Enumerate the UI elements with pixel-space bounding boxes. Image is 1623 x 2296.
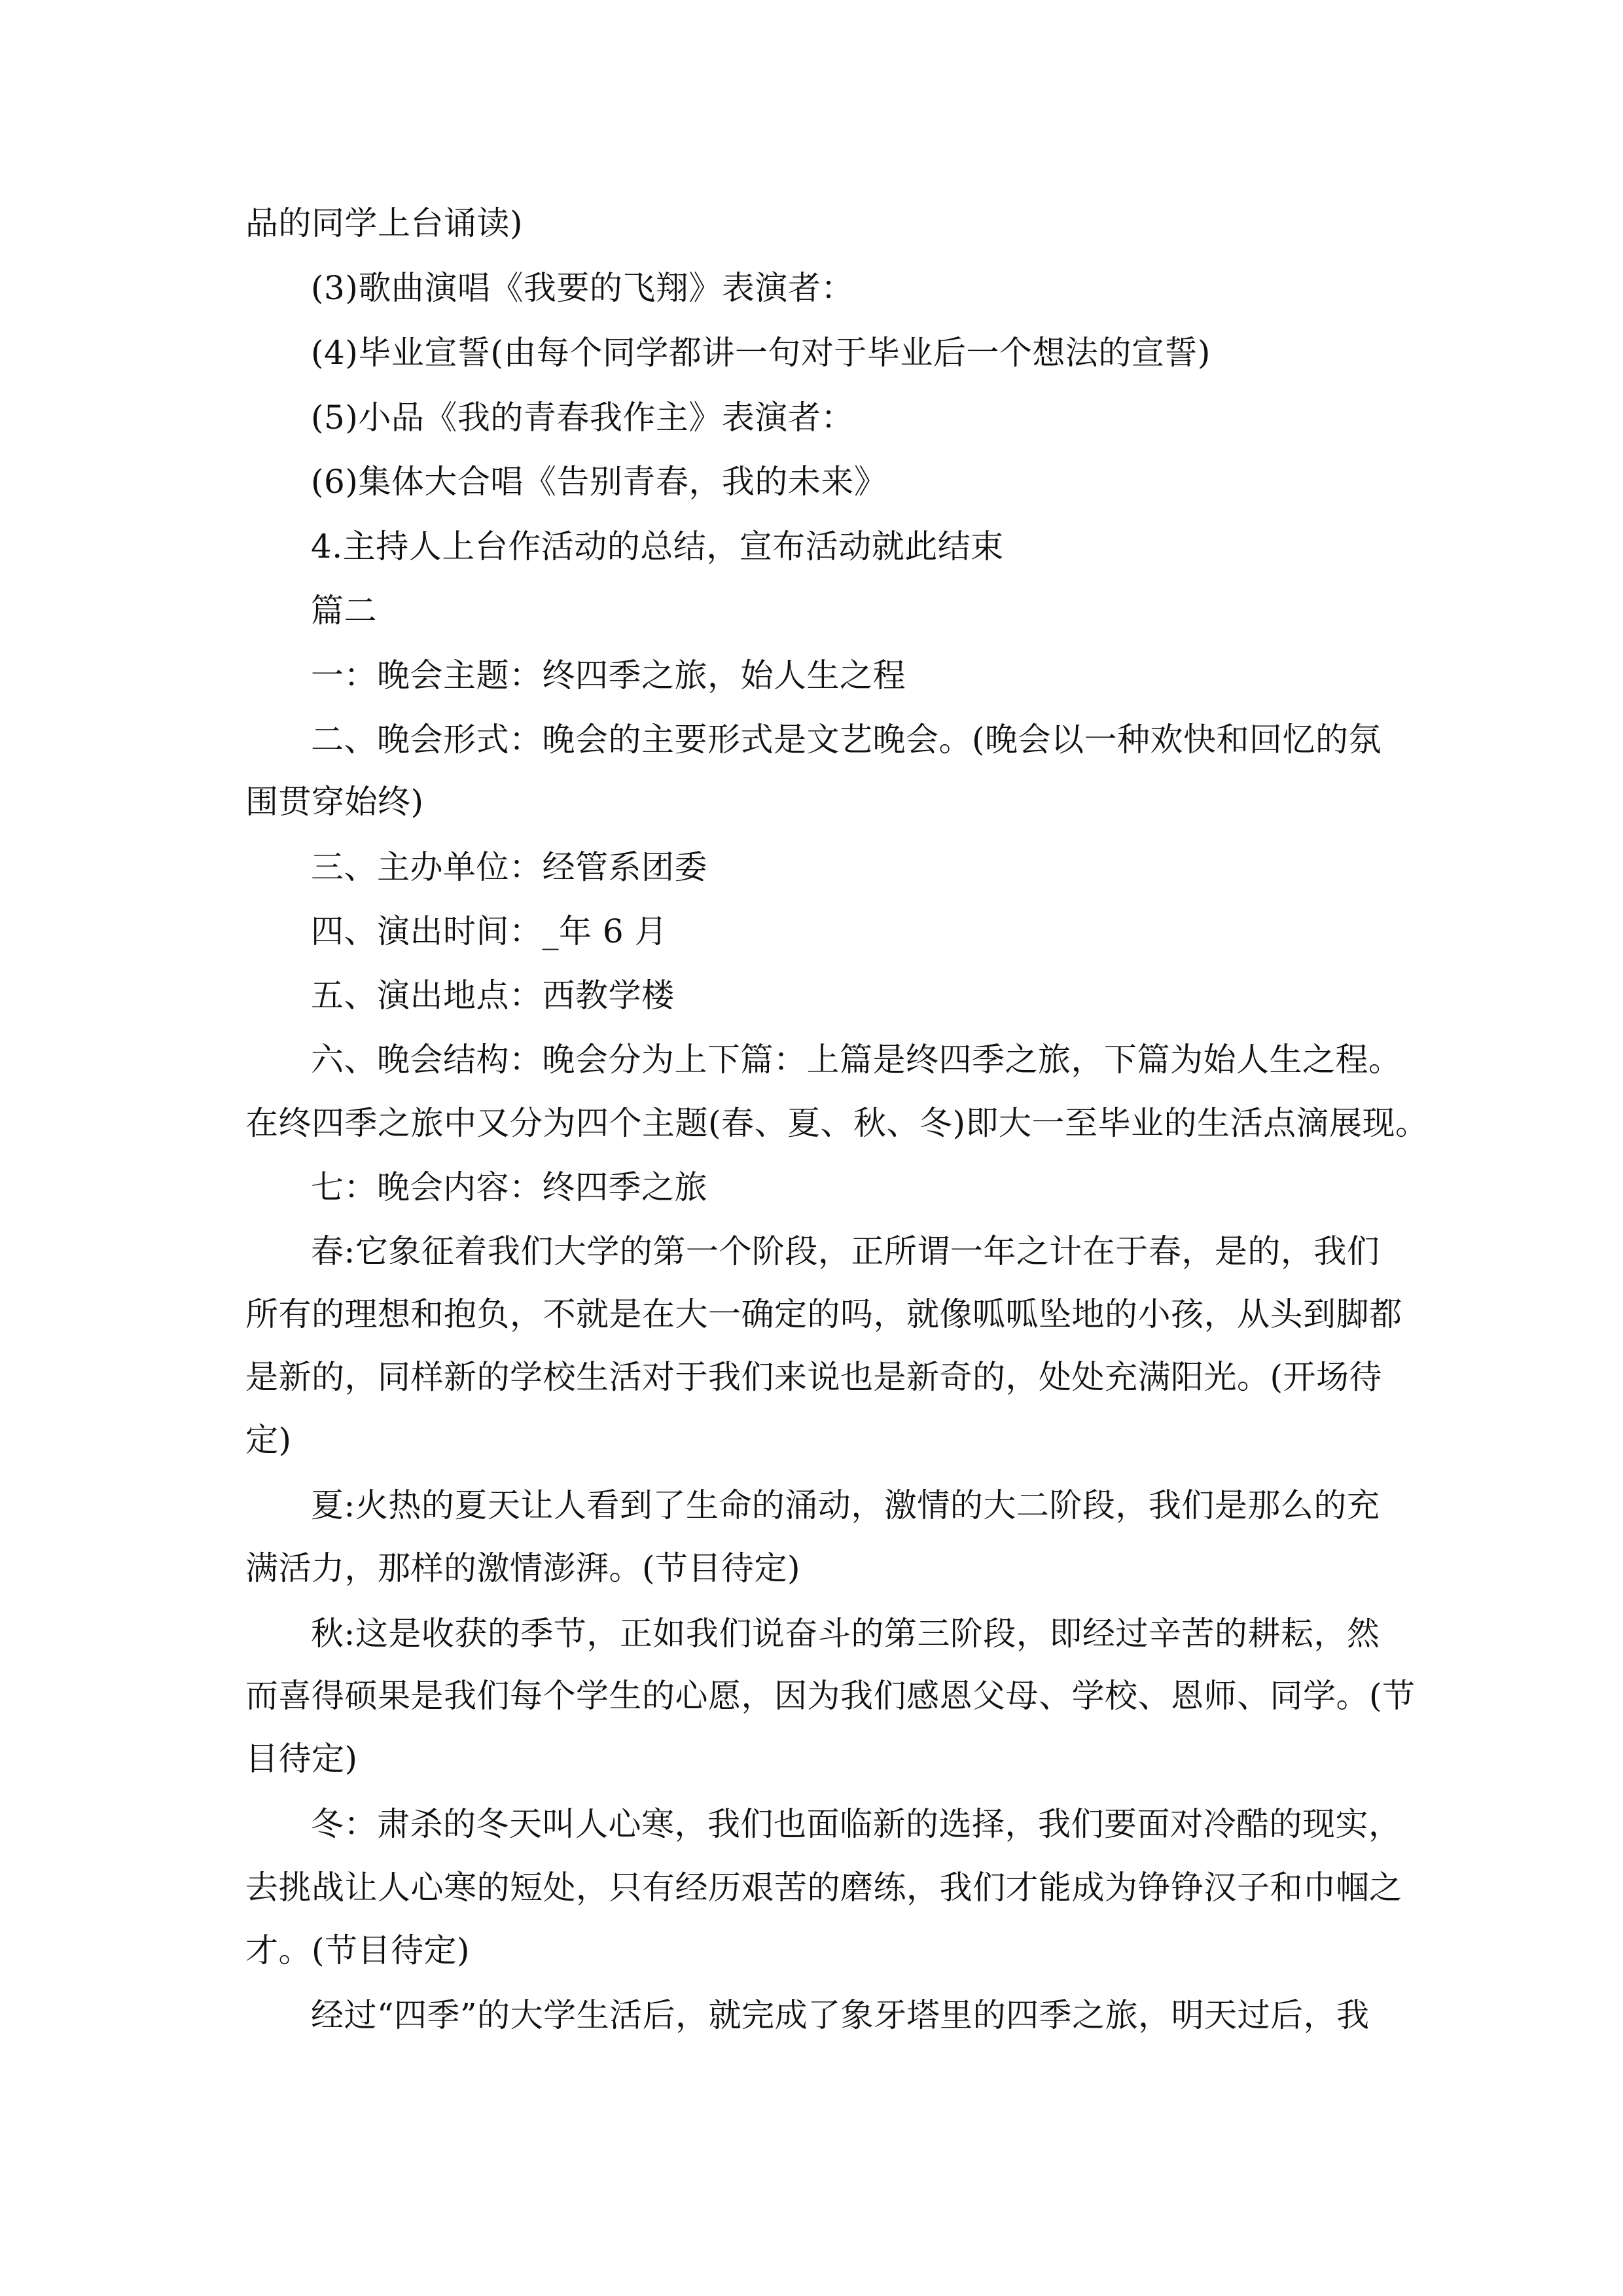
text-line: 七：晚会内容：终四季之旅 [311,1168,707,1206]
text-line: 定) [245,1421,292,1459]
text-line: 所有的理想和抱负，不就是在大一确定的吗，就像呱呱坠地的小孩，从头到脚都 [245,1295,1402,1333]
text-line: 才。(节目待定) [245,1931,471,1969]
text-line: (6)集体大合唱《告别青春，我的未来》 [311,463,887,501]
text-line: 一：晚会主题：终四季之旅，始人生之程 [311,656,906,694]
text-line: 六、晚会结构：晚会分为上下篇：上篇是终四季之旅，下篇为始人生之程。 [311,1041,1402,1079]
text-line: 五、演出地点：西教学楼 [311,977,675,1014]
text-line: 冬：肃杀的冬天叫人心寒，我们也面临新的选择，我们要面对冷酷的现实， [311,1805,1402,1843]
section-heading: 篇二 [311,592,377,630]
text-line: 去挑战让人心寒的短处，只有经历艰苦的磨练，我们才能成为铮铮汉子和巾帼之 [245,1869,1402,1907]
text-line: 秋:这是收获的季节，正如我们说奋斗的第三阶段，即经过辛苦的耕耘，然 [311,1615,1380,1653]
text-line: 春:它象征着我们大学的第一个阶段，正所谓一年之计在于春，是的，我们 [311,1232,1380,1270]
text-line: (5)小品《我的青春我作主》表演者： [311,399,854,437]
text-line: 夏:火热的夏天让人看到了生命的涌动，激情的大二阶段，我们是那么的充 [311,1486,1380,1524]
text-line: 四、演出时间：_年 6 月 [311,912,668,950]
text-line: 在终四季之旅中又分为四个主题(春、夏、秋、冬)即大一至毕业的生活点滴展现。 [245,1104,1429,1142]
text-line: 品的同学上台诵读) [245,204,524,242]
text-line: 目待定) [245,1740,358,1778]
text-line: 三、主办单位：经管系团委 [311,848,707,886]
text-line: 4.主持人上台作活动的总结，宣布活动就此结束 [311,528,1004,565]
text-line: 二、晚会形式：晚会的主要形式是文艺晚会。(晚会以一种欢快和回忆的氛 [311,721,1382,759]
text-line: 而喜得硕果是我们每个学生的心愿，因为我们感恩父母、学校、恩师、同学。(节 [245,1677,1416,1715]
text-line: (4)毕业宣誓(由每个同学都讲一句对于毕业后一个想法的宣誓) [311,334,1211,372]
text-line: 经过“四季”的大学生活后，就完成了象牙塔里的四季之旅，明天过后，我 [311,1996,1370,2034]
text-line: (3)歌曲演唱《我要的飞翔》表演者： [311,269,854,307]
text-line: 满活力，那样的激情澎湃。(节目待定) [245,1549,801,1587]
text-line: 是新的，同样新的学校生活对于我们来说也是新奇的，处处充满阳光。(开场待 [245,1358,1383,1396]
text-line: 围贯穿始终) [245,783,424,821]
